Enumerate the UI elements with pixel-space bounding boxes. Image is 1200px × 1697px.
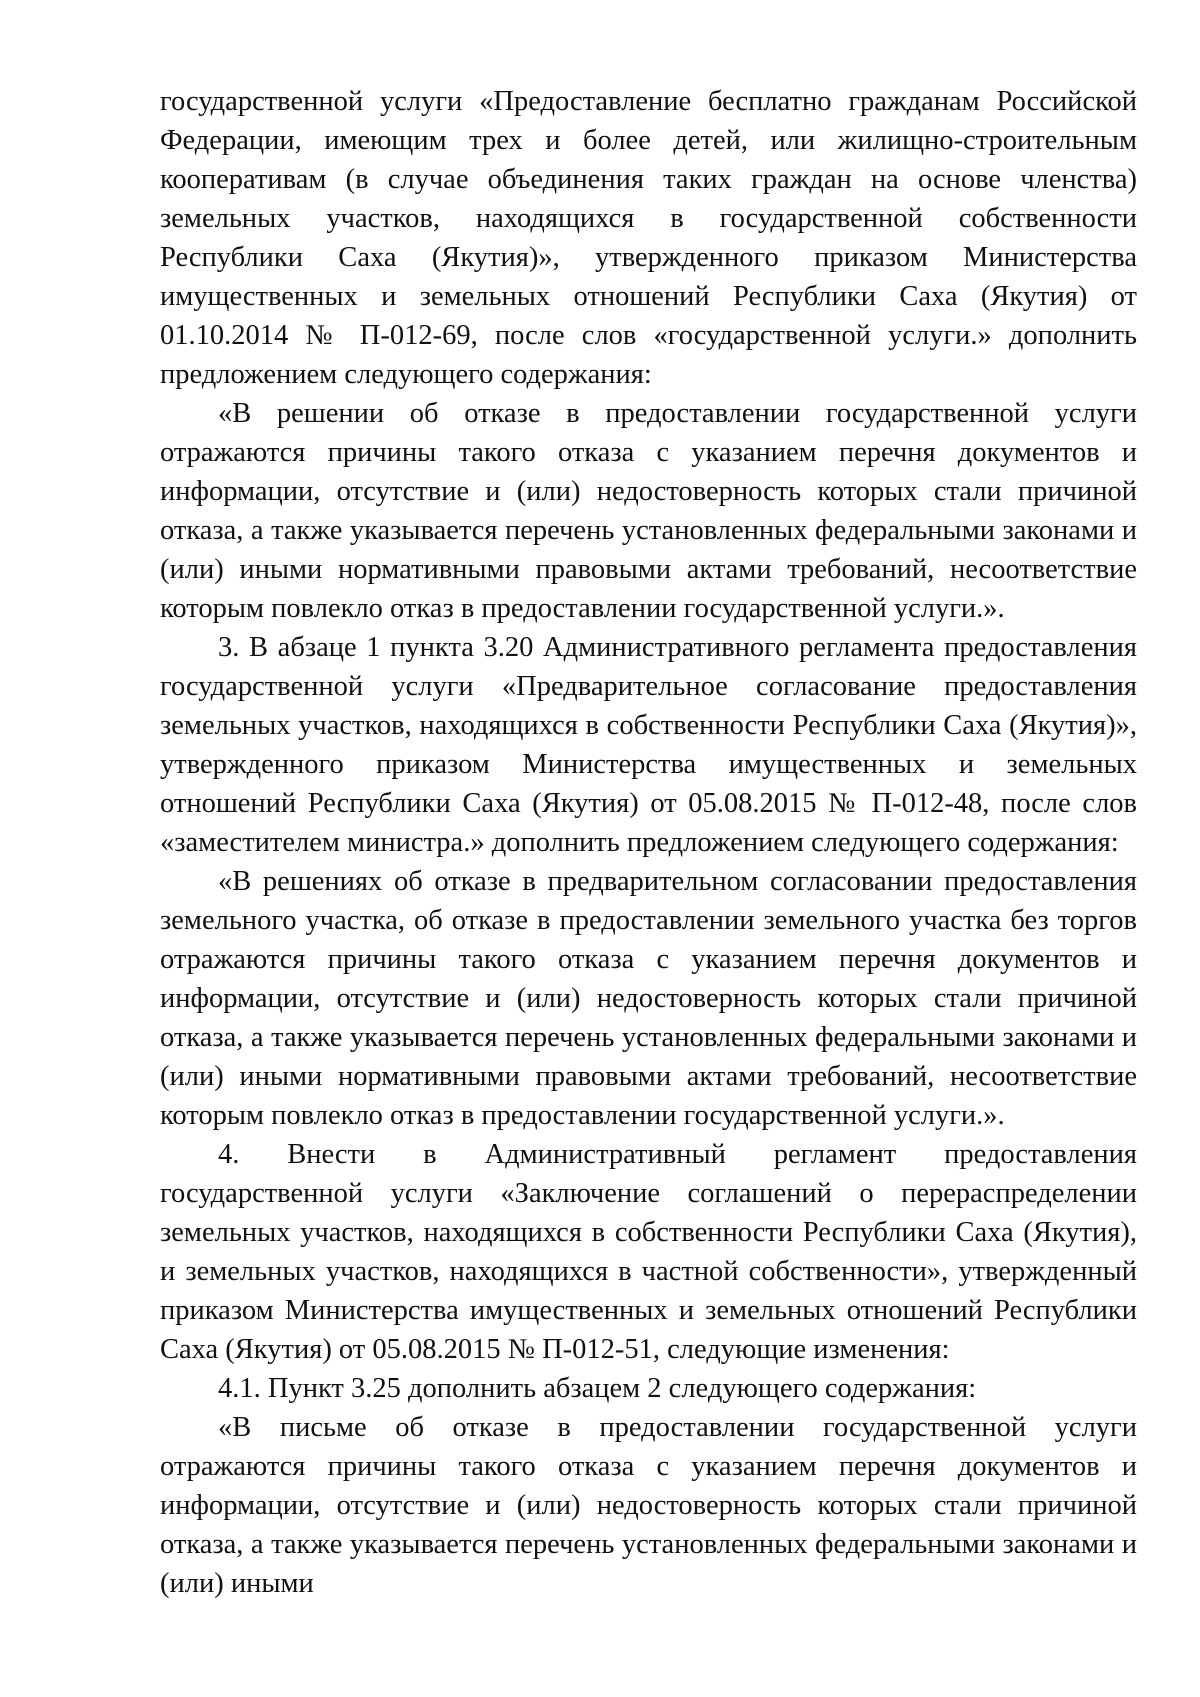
- document-page: [160, 82, 1137, 1603]
- paragraph-2: «В решении об отказе в предоставлении государственной услуги отражаются причины такого отказа с указанием перечня документов и информации, отсутствие и (или) недостоверность которых стали причиной отказа, а также указывается перечень установленных федеральными законами и (или) иными нормативными правовыми актами требований, несоответствие которым повлекло отказ в предоставлении государственной услуги.».: [160, 398, 1137, 624]
- paragraph-4: «В решениях об отказе в предварительном согласовании предоставления земельного участка, об отказе в предоставлении земельного участка без торгов отражаются причины такого отказа с указанием перечня документов и информации, отсутствие и (или) недостоверность которых стали причиной отказа, а также указывается перечень установленных федеральными законами и (или) иными нормативными правовыми актами требований, несоответствие которым повлекло отказ в предоставлении государственной услуги.».: [160, 866, 1137, 1131]
- paragraph-6: 4.1. Пункт 3.25 дополнить абзацем 2 следующего содержания:: [218, 1373, 977, 1404]
- paragraph-1: государственной услуги «Предоставление бесплатно гражданам Российской Федерации, имеющим трех и более детей, или жилищно-строительным кооперативам (в случае объединения таких граждан на основе членства) земельных участков, находящихся в государственной собственности Республики Саха (Якутия)», утвержденного приказом Министерства имущественных и земельных отношений Республики Саха (Якутия) от 01.10.2014 № П-012-69, после слов «государственной услуги.» дополнить предложением следующего содержания:: [160, 86, 1137, 390]
- paragraph-7: «В письме об отказе в предоставлении государственной услуги отражаются причины такого отказа с указанием перечня документов и информации, отсутствие и (или) недостоверность которых стали причиной отказа, а также указывается перечень установленных федеральными законами и (или) иными: [160, 1412, 1137, 1599]
- paragraph-5: 4. Внести в Административный регламент предоставления государственной услуги «Заключение соглашений о перераспределении земельных участков, находящихся в собственности Республики Саха (Якутия), и земельных участков, находящихся в частной собственности», утвержденный приказом Министерства имущественных и земельных отношений Республики Саха (Якутия) от 05.08.2015 № П-012-51, следующие изменения:: [160, 1139, 1137, 1365]
- paragraph-3: 3. В абзаце 1 пункта 3.20 Административного регламента предоставления государственной услуги «Предварительное согласование предоставления земельных участков, находящихся в собственности Республики Саха (Якутия)», утвержденного приказом Министерства имущественных и земельных отношений Республики Саха (Якутия) от 05.08.2015 № П-012-48, после слов «заместителем министра.» дополнить предложением следующего содержания:: [160, 632, 1137, 858]
